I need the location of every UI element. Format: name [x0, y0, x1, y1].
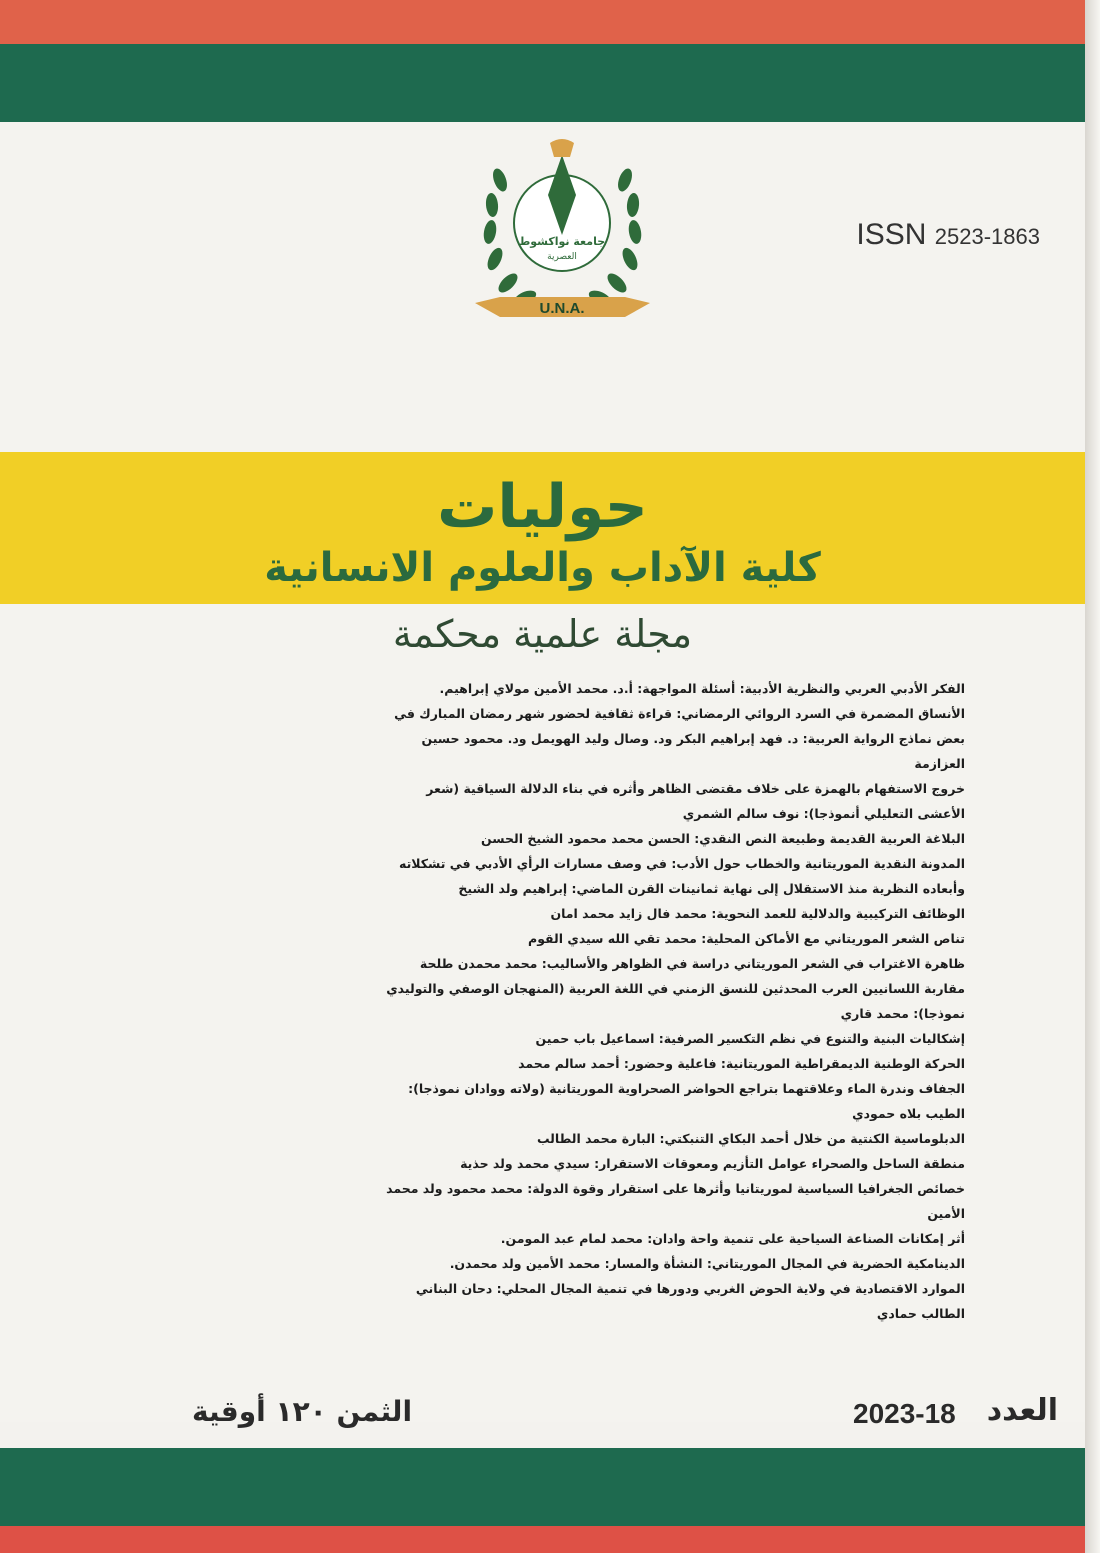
toc-item: إشكاليات البنية والتنوع في نظم التكسير الصرفية: اسماعيل باب حمين	[535, 1031, 965, 1046]
journal-title: حوليات	[437, 472, 648, 542]
toc-item: أثر إمكانات الصناعة السياحية على تنمية واحة وادان: محمد لمام عبد المومن.	[500, 1231, 965, 1246]
faculty-name: كلية الآداب والعلوم الانسانية	[264, 545, 821, 591]
toc-item: منطقة الساحل والصحراء عوامل التأزيم ومعوقات الاستقرار: سيدي محمد ولد حذية	[460, 1156, 965, 1171]
toc-item: الدينامكية الحضرية في المجال الموريتاني: النشأة والمسار: محمد الأمين ولد محمدن.	[449, 1256, 965, 1271]
bottom-green-band	[0, 1448, 1100, 1526]
issn	[856, 218, 1040, 252]
toc-item: الوظائف التركيبية والدلالية للعمد النحوية: محمد فال زايد محمد امان	[550, 906, 965, 921]
toc-item: الأنساق المضمرة في السرد الروائي الرمضاني: قراءة ثقافية لحضور شهر رمضان المبارك في بعض نماذج الرواية العربية: د. فهد إبراهيم البكر ود. وصال وليد الهويمل ود. محمود حسين العزازمة	[394, 706, 965, 771]
logo-text-line1: جامعة نواكشوط	[518, 235, 606, 248]
toc-item: ظاهرة الاغتراب في الشعر الموريتاني دراسة في الظواهر والأساليب: محمد محمدن طلحة	[419, 956, 965, 971]
journal-tagline: مجلة علمية محكمة	[392, 612, 693, 656]
toc-item: الجفاف وندرة الماء وعلاقتهما بتراجع الحواضر الصحراوية الموريتانية (ولاته ووادان نموذجا): الطيب بلاه حمودي	[408, 1081, 965, 1121]
toc-item: تناص الشعر الموريتاني مع الأماكن المحلية: محمد تقي الله سيدي القوم	[528, 931, 965, 946]
issue-number: 2023-18	[853, 1398, 956, 1429]
table-of-contents	[375, 676, 965, 1326]
toc-item: الدبلوماسية الكنتية من خلال أحمد البكاي التنبكتي: البارة محمد الطالب	[536, 1131, 965, 1146]
toc-item: خروج الاستفهام بالهمزة على خلاف مقتضى الظاهر وأثره في بناء الدلالة السياقية (شعر الأعشى التعليلي أنموذجا): نوف سالم الشمري	[426, 781, 965, 821]
toc-item: الفكر الأدبي العربي والنظرية الأدبية: أسئلة المواجهة: أ.د. محمد الأمين مولاي إبراهيم.	[439, 681, 965, 696]
bottom-red-band	[0, 1526, 1100, 1553]
logo-ribbon: U.N.A.	[539, 300, 585, 317]
spine-edge	[1085, 0, 1100, 1553]
issn-label: ISSN	[856, 218, 927, 251]
logo-text-line2: العصرية	[547, 252, 577, 262]
university-logo	[470, 135, 655, 330]
toc-item: الحركة الوطنية الديمقراطية الموريتانية: فاعلية وحضور: أحمد سالم محمد	[518, 1056, 965, 1071]
toc-item: البلاغة العربية القديمة وطبيعة النص النقدي: الحسن محمد محمود الشيخ الحسن	[481, 831, 965, 846]
toc-item: الموارد الاقتصادية في ولاية الحوض الغربي ودورها في تنمية المجال المحلي: دحان البناني الطالب حمادي	[415, 1281, 965, 1321]
top-green-band	[0, 44, 1100, 122]
toc-item: المدونة النقدية الموريتانية والخطاب حول الأدب: في وصف مسارات الرأي الأدبي في تشكلاته وأبعاده النظرية منذ الاستقلال إلى نهاية ثمانينات القرن الماضي: إبراهيم ولد الشيخ	[398, 856, 965, 896]
issue-label: العدد	[986, 1393, 1058, 1428]
price: الثمن ١٢٠ أوقية	[192, 1395, 413, 1428]
toc-item: مقاربة اللسانيين العرب المحدثين للنسق الزمني في اللغة العربية (المنهجان الوصفي والتوليدي نموذجا): محمد قاري	[386, 981, 965, 1021]
issn-number: 2523-1863	[934, 224, 1040, 249]
toc-item: خصائص الجغرافيا السياسية لموريتانيا وأثرها على استقرار وقوة الدولة: محمد محمود ولد محمد الأمين	[386, 1181, 965, 1221]
top-red-band	[0, 0, 1100, 44]
